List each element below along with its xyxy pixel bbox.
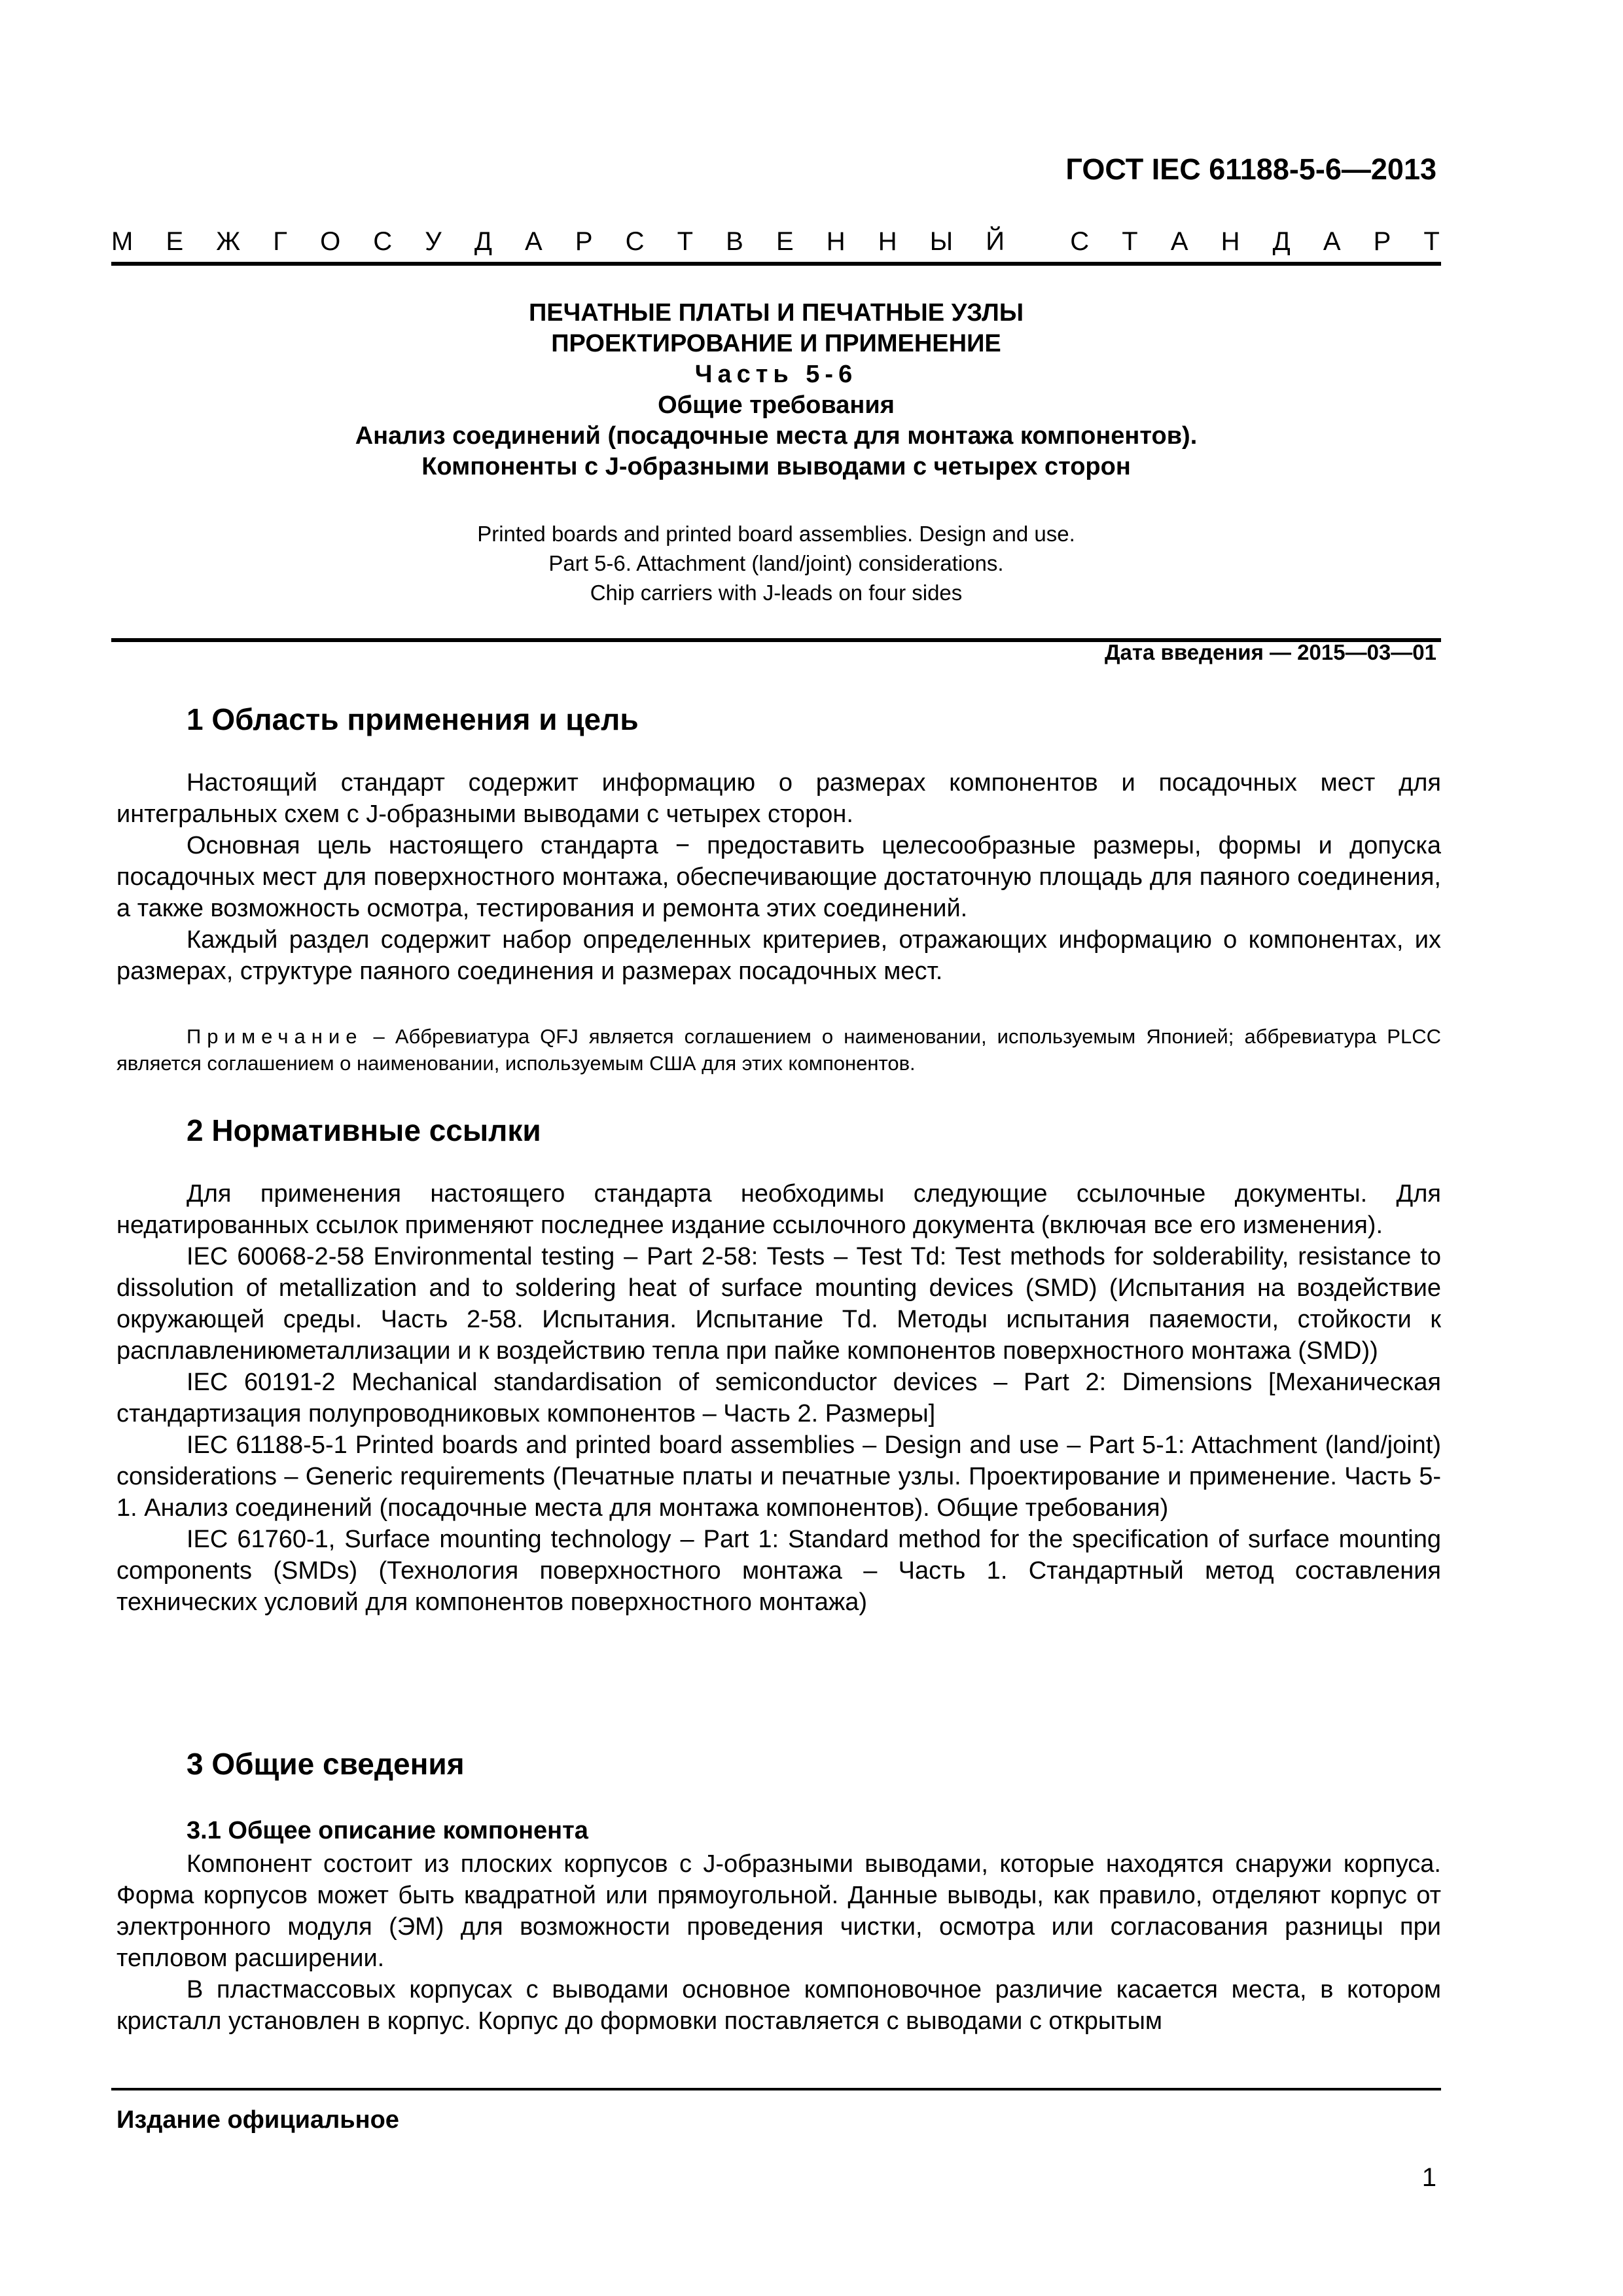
title-line: Компоненты с J-образными выводами с четырех сторон <box>421 453 1131 480</box>
heading-letter: А <box>1323 227 1341 256</box>
heading-letter: Г <box>273 227 287 256</box>
official-edition-label: Издание официальное <box>116 2106 399 2134</box>
subsection-3-1-heading: 3.1 Общее описание компонента <box>187 1817 588 1844</box>
reference-item: IEC 60068-2-58 Environmental testing – Part 2-58: Tests – Test Td: Test methods for solderability, resistance to dissolution of metallization and to soldering heat of surface mounting devices (SMD) (Испытания на воздействие окружающей среды. Часть 2-58. Испытания. Испытание Td. Методы испытания паяемости, стойкости к расплавлениюметаллизации и к воздействию тепла при пайке компонентов поверхностного монтажа (SMD)) <box>116 1243 1441 1365</box>
heading-letter: У <box>425 227 442 256</box>
interstate-standard-heading <box>111 227 1440 257</box>
page-number: 1 <box>1421 2163 1436 2192</box>
note <box>116 1023 1441 1077</box>
title-line: ПРОЕКТИРОВАНИЕ И ПРИМЕНЕНИЕ <box>551 330 1001 357</box>
heading-letter: Ж <box>216 227 241 256</box>
heading-letter: Н <box>826 227 846 256</box>
title-part: Часть 5-6 <box>694 361 858 388</box>
english-title-line: Part 5-6. Attachment (land/joint) considerations. <box>548 551 1004 575</box>
heading-letter: С <box>1070 227 1090 256</box>
note-text: – Аббревиатура QFJ является соглашением о наименовании, используемым Японией; аббревиатура PLCC является соглашением о наименовании, используемым США для этих компонентов. <box>116 1025 1441 1075</box>
reference-item: IEC 61188-5-1 Printed boards and printed board assemblies – Design and use – Part 5-1: Attachment (land/joint) considerations – Generic requirements (Печатные платы и печатные узлы. Проектирование и применение. Часть 5-1. Анализ соединений (посадочные места для монтажа компонентов). Общие требования) <box>116 1431 1441 1522</box>
header-divider <box>111 262 1441 266</box>
section-1-heading: 1 Область применения и цель <box>187 702 639 736</box>
paragraph: Основная цель настоящего стандарта − предоставить целесообразные размеры, формы и допуска посадочных мест для поверхностного монтажа, обеспечивающие достаточную площадь для паяного соединения, а также возможность осмотра, тестирования и ремонта этих соединений. <box>116 832 1441 922</box>
note-paragraph <box>116 1023 1441 1077</box>
heading-letter: Н <box>1221 227 1240 256</box>
heading-letter: Р <box>575 227 593 256</box>
heading-letter: В <box>726 227 743 256</box>
title-line: ПЕЧАТНЫЕ ПЛАТЫ И ПЕЧАТНЫЕ УЗЛЫ <box>528 299 1024 327</box>
heading-letter: Д <box>1272 227 1291 256</box>
note-label: Примечание <box>187 1025 363 1048</box>
paragraph: Настоящий стандарт содержит информацию о размерах компонентов и посадочных мест для интегральных схем с J-образными выводами с четырех сторон. <box>116 769 1441 828</box>
english-title-line: Printed boards and printed board assemblies. Design and use. <box>477 522 1075 546</box>
section-1-body <box>116 767 1441 987</box>
english-title <box>111 519 1441 607</box>
title-line: Анализ соединений (посадочные места для монтажа компонентов). <box>355 422 1198 450</box>
heading-letter: Т <box>677 227 694 256</box>
heading-letter: С <box>625 227 645 256</box>
paragraph: Для применения настоящего стандарта необходимы следующие ссылочные документы. Для недатированных ссылок применяют последнее издание ссылочного документа (включая все его изменения). <box>116 1180 1441 1239</box>
heading-letter: Д <box>474 227 492 256</box>
heading-letter: Й <box>986 227 1005 256</box>
heading-letter: Р <box>1373 227 1391 256</box>
title-line: Общие требования <box>658 391 895 419</box>
introduction-date: Дата введения — 2015—03—01 <box>1105 640 1436 664</box>
reference-item: IEC 61760-1, Surface mounting technology – Part 1: Standard method for the specification of surface mounting components (SMDs) (Технология поверхностного монтажа – Часть 1. Стандартный метод составления технических условий для компонентов поверхностного монтажа) <box>116 1526 1441 1616</box>
heading-letter: Е <box>776 227 794 256</box>
document-title <box>111 298 1441 482</box>
paragraph: Каждый раздел содержит набор определенных критериев, отражающих информацию о компонентах, их размерах, структуре паяного соединения и размерах посадочных мест. <box>116 926 1441 985</box>
heading-letter: Ы <box>929 227 954 256</box>
section-3-body <box>116 1848 1441 2037</box>
heading-letter: С <box>373 227 393 256</box>
heading-letter: Н <box>878 227 897 256</box>
heading-letter: Т <box>1122 227 1138 256</box>
heading-letter: Е <box>166 227 184 256</box>
gost-number: ГОСТ IEC 61188-5-6—2013 <box>1065 152 1436 186</box>
english-title-line: Chip carriers with J-leads on four sides <box>590 581 963 605</box>
reference-item: IEC 60191-2 Mechanical standardisation of semiconductor devices – Part 2: Dimensions [Механическая стандартизация полупроводниковых компонентов – Часть 2. Размеры] <box>116 1369 1441 1427</box>
heading-letter: О <box>320 227 341 256</box>
paragraph: Компонент состоит из плоских корпусов с J-образными выводами, которые находятся снаружи корпуса. Форма корпусов может быть квадратной или прямоугольной. Данные выводы, как правило, отделяют корпус от электронного модуля (ЭМ) для возможности проведения чистки, осмотра или согласования разницы при тепловом расширении. <box>116 1850 1441 1972</box>
section-3-heading: 3 Общие сведения <box>187 1747 465 1781</box>
heading-letter: Т <box>1423 227 1440 256</box>
footer-divider <box>111 2088 1441 2090</box>
heading-letter: А <box>1170 227 1188 256</box>
section-2-heading: 2 Нормативные ссылки <box>187 1113 541 1147</box>
paragraph: В пластмассовых корпусах с выводами основное компоновочное различие касается места, в котором кристалл установлен в корпус. Корпус до формовки поставляется с выводами с открытым <box>116 1976 1441 2035</box>
heading-letter: М <box>111 227 134 256</box>
heading-letter: А <box>525 227 543 256</box>
section-2-body <box>116 1178 1441 1618</box>
